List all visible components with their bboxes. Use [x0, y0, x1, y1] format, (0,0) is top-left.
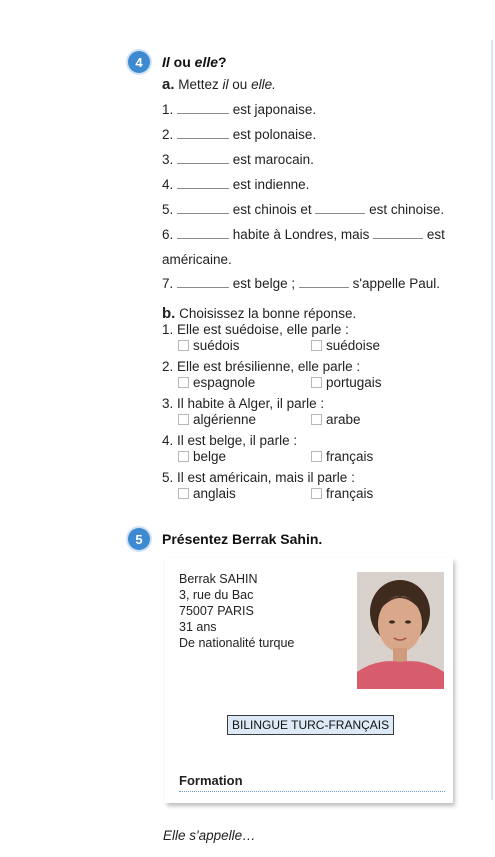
checkbox[interactable] [311, 488, 322, 499]
sentence-text: est belge ; [232, 276, 296, 291]
answer-blank[interactable] [315, 212, 365, 214]
checkbox[interactable] [178, 488, 189, 499]
profile-nationality: De nationalité turque [179, 636, 295, 650]
sentence-2 [162, 127, 316, 142]
profile-card [165, 558, 453, 803]
exercise-4-title [162, 54, 227, 70]
sentence-text-2: est [426, 227, 445, 242]
profile-street: 3, rue du Bac [179, 588, 254, 602]
profile-age: 31 ans [179, 620, 217, 634]
q3-option-2[interactable] [311, 412, 361, 427]
sentence-7 [162, 276, 440, 291]
title-pronoun-elle: elle [194, 54, 219, 70]
part-a-instruction [162, 76, 276, 93]
sentence-text-2: est chinoise. [369, 202, 445, 217]
checkbox[interactable] [178, 340, 189, 351]
page-edge [491, 40, 493, 800]
sentence-text: habite à Londres, mais [232, 227, 370, 242]
sentence-4 [162, 177, 309, 192]
question-2: 2. Elle est brésilienne, elle parle : [162, 359, 361, 374]
option-label: français [326, 449, 374, 464]
bilingual-badge: BILINGUE TURC-FRANÇAIS [227, 715, 394, 735]
part-b-letter: b. [162, 305, 176, 322]
sentence-text-2: s'appelle Paul. [352, 276, 441, 291]
q2-option-2[interactable] [311, 375, 382, 390]
checkbox[interactable] [178, 451, 189, 462]
option-label: anglais [193, 486, 236, 501]
title-question-mark: ? [218, 54, 227, 70]
sentence-text: est marocain. [232, 152, 314, 167]
profile-details [179, 571, 294, 651]
checkbox[interactable] [311, 340, 322, 351]
answer-blank[interactable] [177, 162, 229, 164]
exercise-4-number-icon: 4 [128, 51, 150, 73]
profile-city: 75007 PARIS [179, 604, 254, 618]
question-5: 5. Il est américain, mais il parle : [162, 470, 355, 485]
profile-photo [357, 572, 444, 689]
part-b-instruction [162, 305, 356, 322]
checkbox[interactable] [311, 377, 322, 388]
closing-prompt: Elle s'appelle… [163, 828, 256, 843]
answer-blank[interactable] [177, 212, 229, 214]
formation-heading: Formation [179, 773, 243, 788]
sentence-1 [162, 102, 316, 117]
sentence-5 [162, 202, 444, 217]
answer-blank[interactable] [373, 237, 423, 239]
part-a-instr-pre: Mettez [174, 77, 223, 92]
part-a-instr-post: ou [228, 77, 252, 92]
q5-option-2[interactable] [311, 486, 373, 501]
sentence-number: 5. [162, 202, 174, 217]
checkbox[interactable] [311, 414, 322, 425]
checkbox[interactable] [178, 414, 189, 425]
sentence-number: 2. [162, 127, 174, 142]
answer-blank[interactable] [177, 187, 229, 189]
sentence-number: 7. [162, 276, 174, 291]
portrait-illustration [357, 572, 444, 689]
exercise-5-number-icon: 5 [128, 528, 150, 550]
part-a-letter: a. [162, 76, 175, 93]
question-3: 3. Il habite à Alger, il parle : [162, 396, 325, 411]
checkbox[interactable] [311, 451, 322, 462]
sentence-3 [162, 152, 314, 167]
formation-dotted-line [179, 791, 445, 792]
sentence-text: est japonaise. [232, 102, 317, 117]
title-pronoun-il: Il [162, 54, 170, 70]
sentence-6 [162, 227, 445, 242]
sentence-text: est polonaise. [232, 127, 317, 142]
sentence-number: 6. [162, 227, 174, 242]
profile-name: Berrak SAHIN [179, 572, 258, 586]
question-4: 4. Il est belge, il parle : [162, 433, 298, 448]
q5-option-1[interactable] [178, 486, 236, 501]
answer-blank[interactable] [177, 286, 229, 288]
sentence-number: 4. [162, 177, 174, 192]
option-label: algérienne [193, 412, 257, 427]
exercise-5-title: Présentez Berrak Sahin. [162, 531, 323, 547]
sentence-text: est indienne. [232, 177, 310, 192]
option-label: français [326, 486, 374, 501]
answer-blank[interactable] [177, 237, 229, 239]
option-label: arabe [326, 412, 361, 427]
answer-blank[interactable] [177, 137, 229, 139]
question-1: 1. Elle est suédoise, elle parle : [162, 322, 349, 337]
q1-option-2[interactable] [311, 338, 380, 353]
q4-option-1[interactable] [178, 449, 226, 464]
part-a-elle: elle. [251, 77, 276, 92]
sentence-text: est chinois et [232, 202, 312, 217]
option-label: suédois [193, 338, 240, 353]
answer-blank[interactable] [299, 286, 349, 288]
sentence-number: 1. [162, 102, 174, 117]
sentence-number: 3. [162, 152, 174, 167]
part-b-instr: Choisissez la bonne réponse. [175, 306, 357, 321]
q1-option-1[interactable] [178, 338, 240, 353]
sentence-6-continuation: américaine. [162, 252, 232, 267]
option-label: espagnole [193, 375, 256, 390]
q3-option-1[interactable] [178, 412, 256, 427]
title-ou: ou [169, 54, 195, 70]
option-label: belge [193, 449, 227, 464]
q4-option-2[interactable] [311, 449, 373, 464]
part-a-il: il [222, 77, 229, 92]
option-label: portugais [326, 375, 382, 390]
q2-option-1[interactable] [178, 375, 255, 390]
answer-blank[interactable] [177, 112, 229, 114]
checkbox[interactable] [178, 377, 189, 388]
option-label: suédoise [326, 338, 381, 353]
